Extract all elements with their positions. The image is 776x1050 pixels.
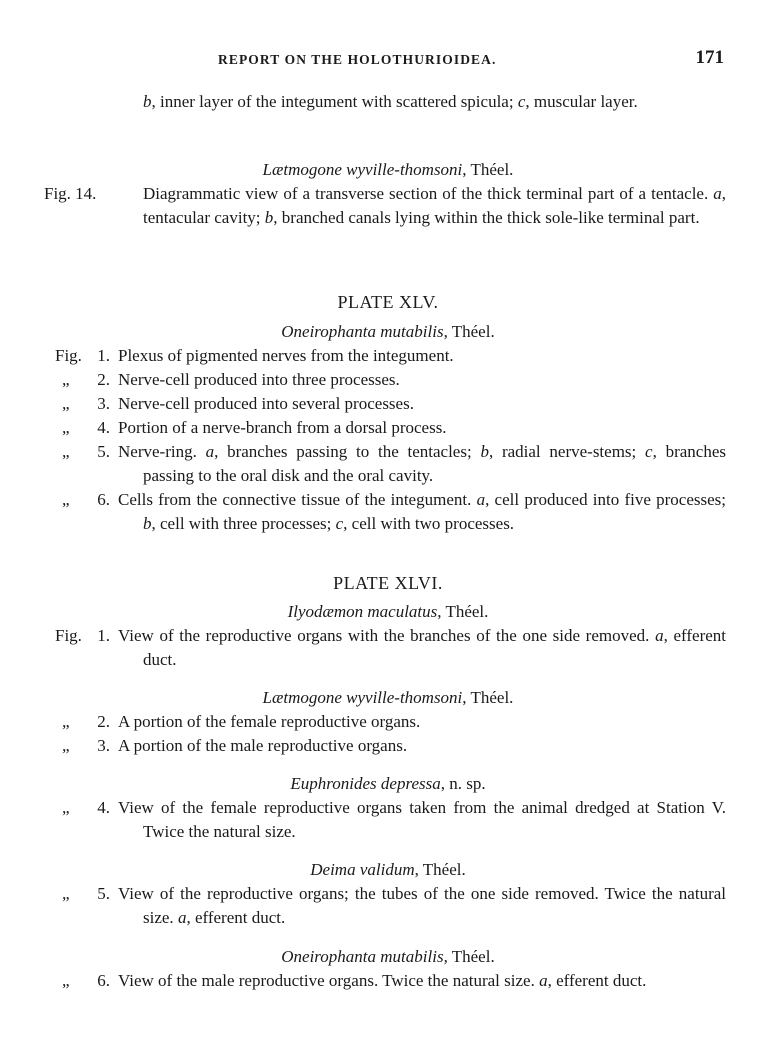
species-author: , n. sp.: [440, 774, 486, 793]
figure-number: 3.: [97, 736, 110, 755]
species-heading: [0, 772, 776, 796]
species-heading: [0, 320, 776, 344]
running-head: [0, 48, 776, 72]
figure-caption: View of the female reproductive organs taken from the animal dredged at Station V. Twice the natural size.: [118, 798, 726, 841]
species-name: Lætmogone wyville-thomsoni: [262, 160, 463, 179]
figure-number: 3.: [97, 394, 110, 413]
page-number: 171: [695, 47, 724, 68]
continuation-paragraph: [143, 90, 728, 114]
figure-label: Fig.: [55, 346, 82, 365]
figure-caption: View of the reproductive organs; the tubes of the one side removed. Twice the natural size. a, efferent duct.: [118, 884, 726, 927]
figure-number: 1.: [97, 626, 110, 645]
figure-caption: Nerve-cell produced into three processes.: [118, 370, 400, 389]
figure-label: „: [62, 736, 70, 755]
species-author: , Théel.: [443, 322, 495, 341]
figure-caption: Nerve-ring. a, branches passing to the tentacles; b, radial nerve-stems; c, branches passing to the oral disk and the oral cavity.: [118, 442, 726, 485]
running-title: REPORT ON THE HOLOTHURIOIDEA.: [218, 52, 497, 67]
species-name: Deima validum: [310, 860, 415, 879]
species-name: Euphronides depressa: [290, 774, 441, 793]
figure-caption: A portion of the male reproductive organs.: [118, 736, 408, 755]
figure-label: „: [62, 370, 70, 389]
figure-label: „: [62, 490, 70, 509]
species-author: , Théel.: [414, 860, 466, 879]
continuation-text-2: , muscular layer.: [525, 92, 638, 111]
species-heading: [0, 600, 776, 624]
figure-label: „: [62, 442, 70, 461]
plate-title: PLATE XLV.: [337, 292, 439, 312]
figure-number: 2.: [97, 712, 110, 731]
species-heading: [0, 158, 776, 182]
figure-number: 1.: [97, 346, 110, 365]
figure-label: „: [62, 971, 70, 990]
figure-caption: View of the male reproductive organs. Twice the natural size. a, efferent duct.: [118, 971, 647, 990]
continuation-letter-b: b: [143, 92, 152, 111]
figure-number: 2.: [97, 370, 110, 389]
species-name: Ilyodæmon maculatus: [287, 602, 438, 621]
figure-caption: Nerve-cell produced into several processes.: [118, 394, 414, 413]
species-author: , Théel.: [462, 160, 514, 179]
figure-text: [118, 182, 726, 230]
species-name: Oneirophanta mutabilis: [281, 322, 444, 341]
figure-label: „: [62, 712, 70, 731]
figure-caption: Portion of a nerve-branch from a dorsal process.: [118, 418, 447, 437]
figure-number: 6.: [97, 490, 110, 509]
figure-number: 6.: [97, 971, 110, 990]
figure-caption: Plexus of pigmented nerves from the integument.: [118, 346, 454, 365]
figure-caption: View of the reproductive organs with the branches of the one side removed. a, efferent duct.: [118, 626, 726, 669]
continuation-letter-c: c: [517, 92, 526, 111]
species-heading: [0, 858, 776, 882]
figure-number: 4.: [97, 798, 110, 817]
figure-label: „: [62, 798, 70, 817]
figure-label: Fig.: [55, 626, 82, 645]
figure-label: „: [62, 418, 70, 437]
figure-label: „: [62, 394, 70, 413]
figure-caption: Cells from the connective tissue of the integument. a, cell produced into five processes; b, cell with three processes; c, cell with two processes.: [118, 490, 726, 533]
figure-label: „: [62, 884, 70, 903]
figure-number: 5.: [97, 884, 110, 903]
species-name: Lætmogone wyville-thomsoni: [262, 688, 463, 707]
figure-caption: Diagrammatic view of a transverse section of the thick terminal part of a tentacle. a, tentacular cavity; b, branched canals lying within the thick sole-like terminal part.: [143, 184, 726, 227]
figure-number: 5.: [97, 442, 110, 461]
continuation-text-1: , inner layer of the integument with scattered spicula;: [151, 92, 518, 111]
figure-label: Fig. 14.: [44, 184, 97, 203]
species-author: , Théel.: [437, 602, 489, 621]
species-author: , Théel.: [462, 688, 514, 707]
species-heading: [0, 686, 776, 710]
species-heading: [0, 945, 776, 969]
plate-title: PLATE XLVI.: [333, 573, 443, 593]
figure-caption: A portion of the female reproductive organs.: [118, 712, 421, 731]
species-author: , Théel.: [443, 947, 495, 966]
species-name: Oneirophanta mutabilis: [281, 947, 444, 966]
figure-number: 4.: [97, 418, 110, 437]
